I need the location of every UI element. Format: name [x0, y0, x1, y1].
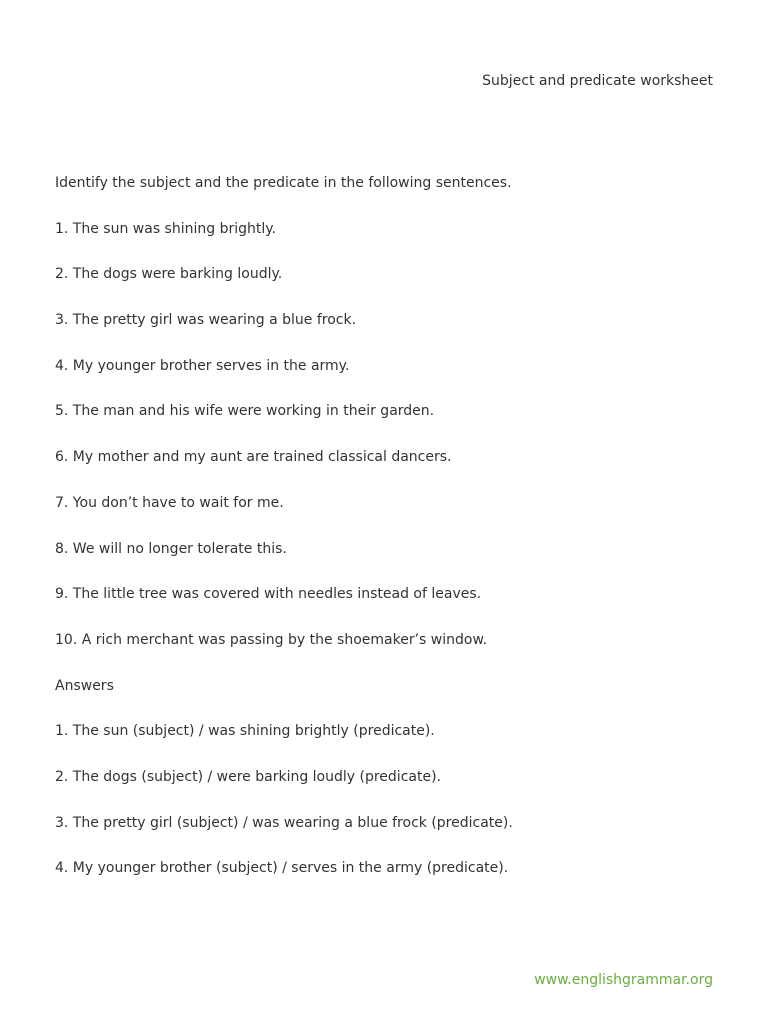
- question-5: 5. The man and his wife were working in their garden.: [55, 403, 435, 420]
- footer-website-link[interactable]: www.englishgrammar.org: [534, 972, 713, 988]
- question-7: 7. You don’t have to wait for me.: [55, 494, 284, 511]
- question-4: 4. My younger brother serves in the army.: [55, 357, 350, 374]
- answer-2: 2. The dogs (subject) / were barking loudly (predicate).: [55, 768, 441, 785]
- question-3: 3. The pretty girl was wearing a blue frock.: [55, 312, 357, 329]
- answer-3: 3. The pretty girl (subject) / was wearing a blue frock (predicate).: [55, 814, 513, 831]
- question-6: 6. My mother and my aunt are trained classical dancers.: [55, 449, 452, 466]
- answer-1: 1. The sun (subject) / was shining brightly (predicate).: [55, 723, 435, 740]
- page-title: Subject and predicate worksheet: [482, 73, 713, 89]
- question-9: 9. The little tree was covered with needles instead of leaves.: [55, 586, 482, 603]
- answers-heading: Answers: [55, 677, 114, 694]
- question-8: 8. We will no longer tolerate this.: [55, 540, 287, 557]
- question-10: 10. A rich merchant was passing by the shoemaker’s window.: [55, 631, 488, 648]
- instructions: Identify the subject and the predicate in the following sentences.: [55, 175, 512, 191]
- question-1: 1. The sun was shining brightly.: [55, 220, 276, 237]
- worksheet-body: [55, 175, 715, 906]
- question-2: 2. The dogs were barking loudly.: [55, 266, 283, 283]
- answer-4: 4. My younger brother (subject) / serves in the army (predicate).: [55, 860, 509, 877]
